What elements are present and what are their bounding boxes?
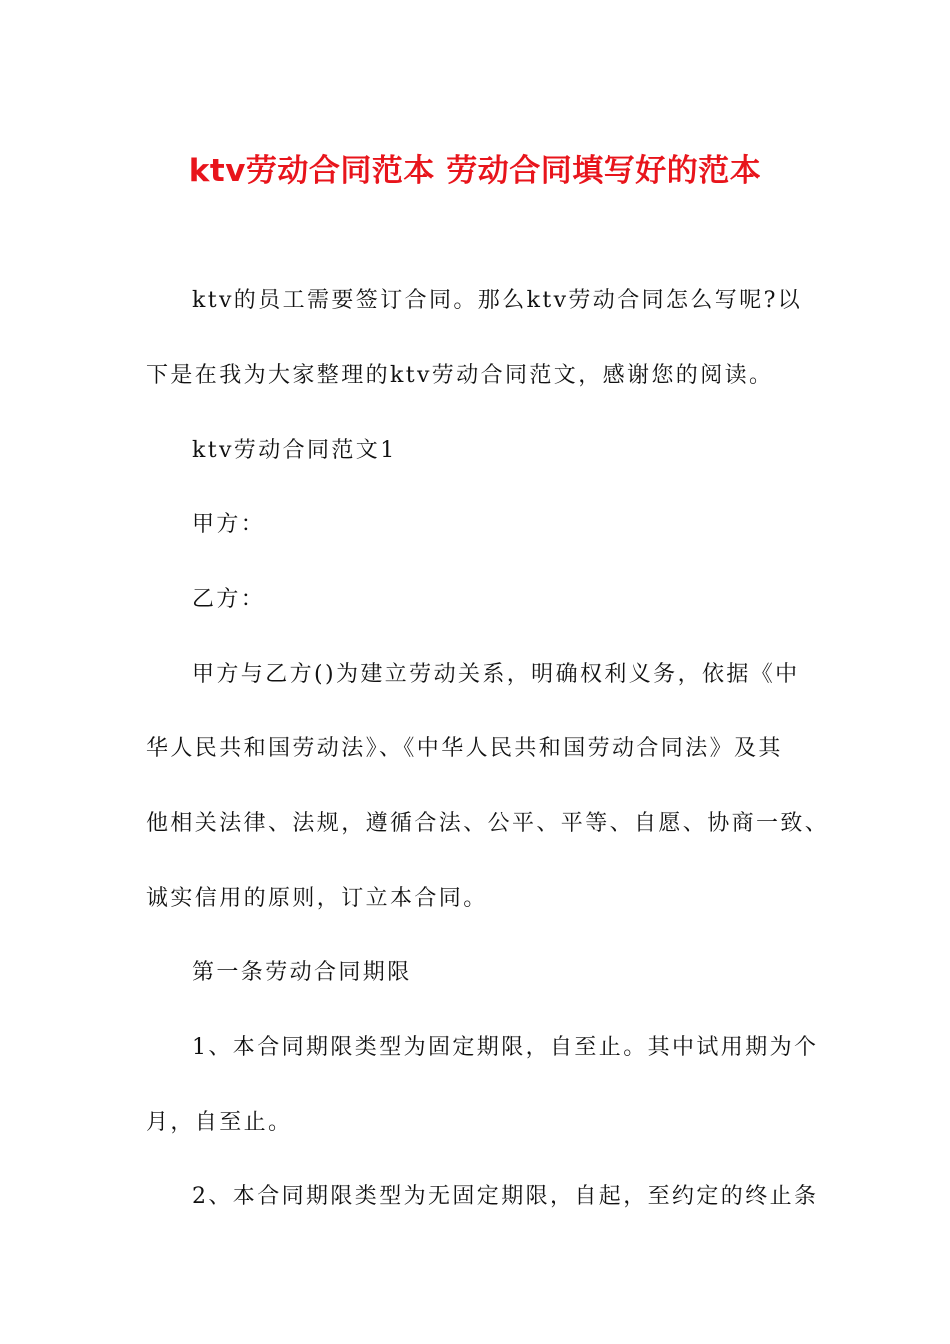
paragraph-line: 1、本合同期限类型为固定期限，自至止。其中试用期为个: [192, 1035, 819, 1060]
section-heading: ktv劳动合同范文1: [192, 438, 397, 463]
paragraph-line: 2、本合同期限类型为无固定期限，自起，至约定的终止条: [192, 1184, 819, 1209]
paragraph-line: 甲方与乙方()为建立劳动关系，明确权利义务，依据《中: [192, 662, 800, 687]
article-heading: 第一条劳动合同期限: [192, 960, 412, 985]
paragraph-line: 诚实信用的原则，订立本合同。: [146, 886, 488, 911]
paragraph-line: 下是在我为大家整理的ktv劳动合同范文，感谢您的阅读。: [146, 363, 774, 388]
paragraph-line: 月，自至止。: [146, 1110, 293, 1135]
paragraph-line: 他相关法律、法规，遵循合法、公平、平等、自愿、协商一致、: [146, 811, 830, 836]
paragraph-line: 华人民共和国劳动法》、《中华人民共和国劳动合同法》及其: [146, 736, 783, 761]
document-title: ktv劳动合同范本 劳动合同填写好的范本: [188, 153, 762, 189]
paragraph-line: ktv的员工需要签订合同。那么ktv劳动合同怎么写呢?以: [192, 288, 803, 313]
party-a-label: 甲方：: [192, 512, 266, 537]
party-b-label: 乙方：: [192, 587, 266, 612]
